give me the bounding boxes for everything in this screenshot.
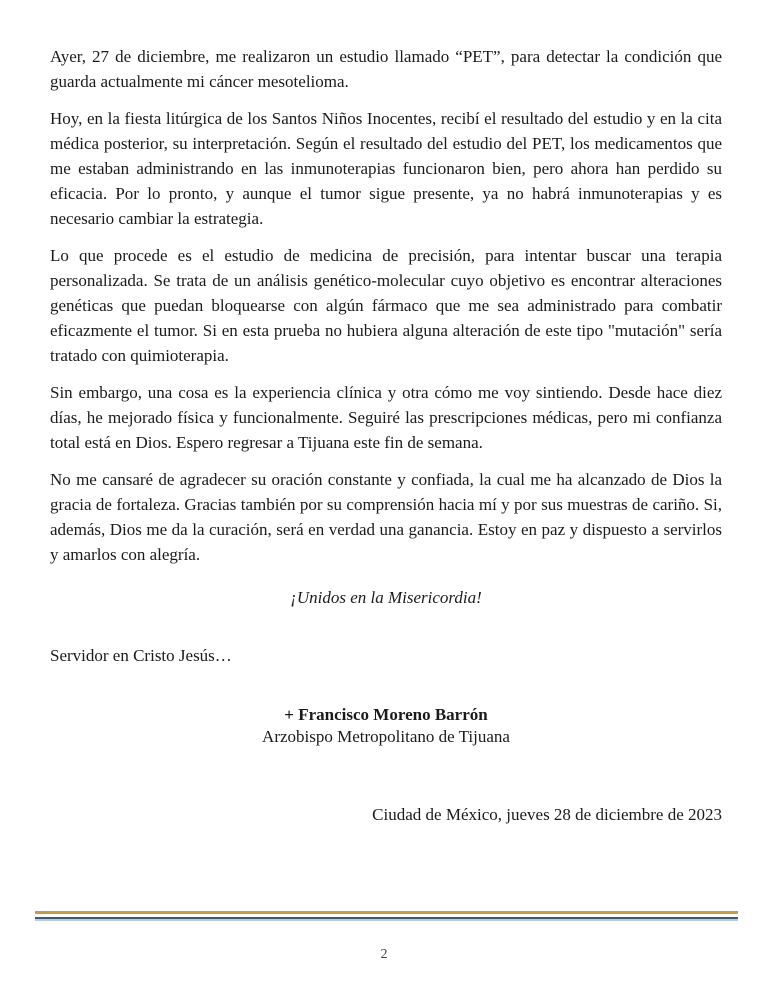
signature-block: [50, 704, 722, 748]
paragraph-precision-medicine: Lo que procede es el estudio de medicina de precisión, para intentar buscar una terapia personalizada. Se trata de un análisis genético-molecular cuyo objetivo es encontrar alteraciones genéticas que puedan bloquearse con algún fármaco que me sea administrado para combatir eficazmente el tumor. Si en esta prueba no hubiera alguna alteración de este tipo "mutación" sería tratado con quimioterapia.: [50, 246, 722, 365]
dateline: Ciudad de México, jueves 28 de diciembre de 2023: [372, 805, 722, 824]
closing-line: Servidor en Cristo Jesús…: [50, 646, 232, 665]
footer-rule-blue: [35, 917, 738, 921]
motto-line: ¡Unidos en la Misericordia!: [290, 588, 482, 607]
signature-title: Arzobispo Metropolitano de Tijuana: [262, 727, 510, 746]
paragraph-pet-study: Ayer, 27 de diciembre, me realizaron un estudio llamado “PET”, para detectar la condición que guarda actualmente mi cáncer mesotelioma.: [50, 47, 722, 91]
paragraph-gratitude: No me cansaré de agradecer su oración constante y confiada, la cual me ha alcanzado de Dios la gracia de fortaleza. Gracias también por su comprensión hacia mí y por sus muestras de cariño. Si, además, Dios me da la curación, será en verdad una ganancia. Estoy en paz y dispuesto a servirlos y amarlos con alegría.: [50, 470, 722, 564]
signature-name: + Francisco Moreno Barrón: [284, 705, 488, 724]
page-number: 2: [380, 947, 388, 962]
paragraph-clinical-experience: Sin embargo, una cosa es la experiencia clínica y otra cómo me voy sintiendo. Desde hace diez días, he mejorado física y funcionalmente. Seguiré las prescripciones médicas, pero mi confianza total está en Dios. Espero regresar a Tijuana este fin de semana.: [50, 383, 722, 452]
footer-rule-gold: [35, 911, 738, 914]
paragraph-results: Hoy, en la fiesta litúrgica de los Santos Niños Inocentes, recibí el resultado del estudio y en la cita médica posterior, su interpretación. Según el resultado del estudio del PET, los medicamentos que me estaban administrando en las inmunoterapias funcionaron bien, pero ahora han perdido su eficacia. Por lo pronto, y aunque el tumor sigue presente, ya no habrá inmunoterapias y es necesario cambiar la estrategia.: [50, 109, 722, 228]
footer-rule-group: [35, 911, 738, 921]
